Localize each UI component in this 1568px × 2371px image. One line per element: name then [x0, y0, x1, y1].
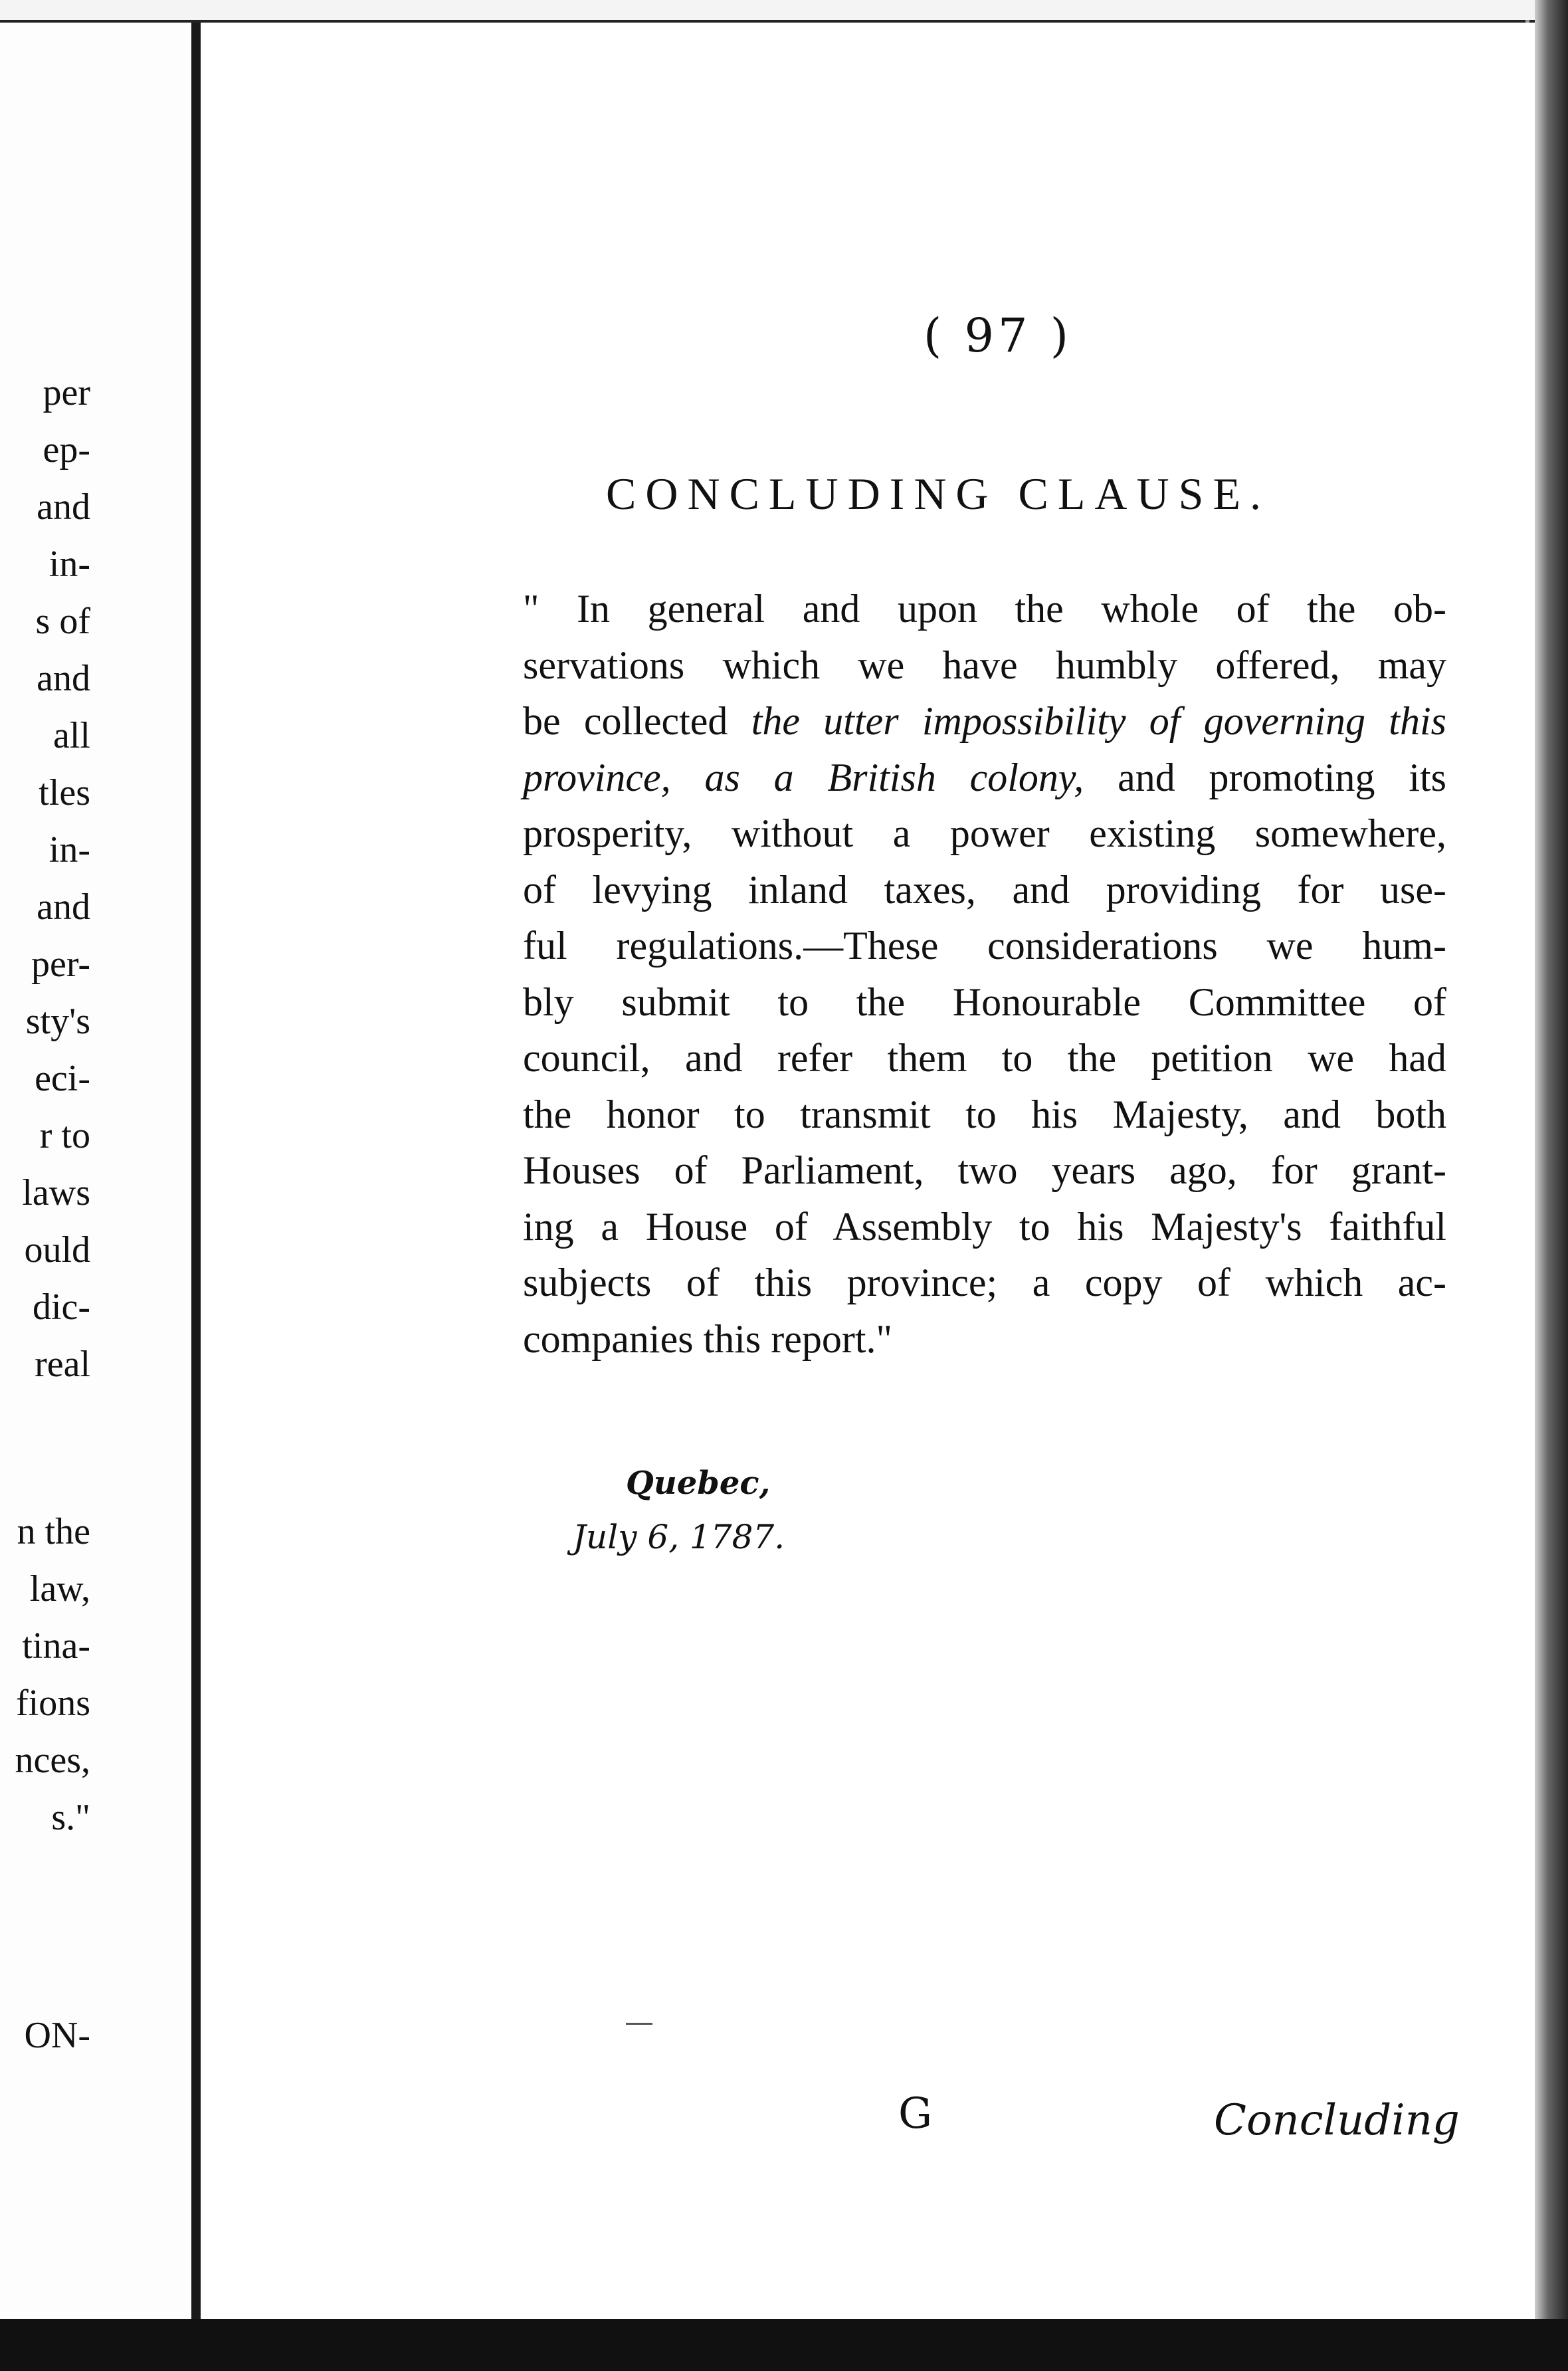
previous-page-line: s of [35, 601, 90, 642]
previous-page-line: and [37, 886, 90, 928]
previous-page-line: in- [49, 829, 90, 871]
date-of-signing: July 6, 1787. [573, 1518, 785, 1556]
concluding-clause-paragraph [523, 581, 1446, 1367]
previous-page-line: tles [39, 772, 90, 813]
previous-page-line: per- [31, 944, 90, 985]
section-heading: CONCLUDING CLAUSE. [606, 468, 1270, 519]
previous-page-edge [0, 0, 190, 2319]
previous-page-line: ep- [43, 429, 90, 470]
scan-bottom-edge [0, 2319, 1568, 2371]
paragraph-line: ful regulations.—These considerations we hum- [523, 924, 1446, 968]
signature-mark: G [898, 2089, 933, 2138]
paragraph-line: be collected the utter impossibility of governing this [523, 699, 1446, 743]
previous-page-line: and [37, 658, 90, 699]
page-number: ( 97 ) [923, 308, 1073, 363]
previous-page-line: ON- [24, 2015, 90, 2056]
previous-page-line: fions [16, 1683, 90, 1724]
previous-page-line: ould [24, 1229, 90, 1271]
previous-page-line: nces, [15, 1740, 90, 1781]
previous-page-line: s." [51, 1797, 90, 1838]
paragraph-line: ing a House of Assembly to his Majesty's faithful [523, 1204, 1446, 1249]
paragraph-line: prosperity, without a power existing somewhere, [523, 811, 1446, 855]
previous-page-line: per [43, 372, 90, 413]
previous-page-line: n the [17, 1511, 90, 1552]
italic-phrase: province, as a British colony, [523, 755, 1084, 799]
paragraph-line: servations which we have humbly offered, may [523, 643, 1446, 687]
paragraph-line: companies this report." [523, 1316, 893, 1361]
previous-page-line: in- [49, 544, 90, 585]
italic-phrase: the utter impossibility of governing this [751, 699, 1446, 743]
book-gutter [191, 0, 201, 2326]
paragraph-line: of levying inland taxes, and providing for use- [523, 867, 1446, 912]
catchword: Concluding [1214, 2096, 1460, 2145]
paragraph-line: council, and refer them to the petition we had [523, 1036, 1446, 1080]
previous-page-line: and [37, 486, 90, 528]
previous-page-line: sty's [25, 1001, 90, 1042]
scan-right-edge [1535, 0, 1568, 2326]
previous-page-line: r to [39, 1115, 90, 1156]
previous-page-fragment-2 [0, 1503, 190, 1846]
short-rule [626, 2023, 652, 2025]
paragraph-line: the honor to transmit to his Majesty, and both [523, 1092, 1446, 1136]
paragraph-line: " In general and upon the whole of the ob- [523, 587, 1446, 631]
previous-page-line: real [35, 1344, 90, 1385]
previous-page-fragment-3 [0, 2007, 190, 2064]
paragraph-line: province, as a British colony, and promoting its [523, 755, 1447, 799]
paragraph-line: bly submit to the Honourable Committee of [523, 979, 1446, 1024]
previous-page-line: tina- [22, 1625, 90, 1667]
previous-page-line: laws [22, 1172, 90, 1213]
book-page [201, 23, 1535, 2319]
place-of-signing: Quebec, [626, 1465, 771, 1502]
previous-page-fragment-1 [0, 364, 190, 1393]
scan-top-edge [0, 0, 1568, 23]
previous-page-line: all [53, 715, 90, 756]
paragraph-line: Houses of Parliament, two years ago, for grant- [523, 1148, 1446, 1192]
previous-page-line: law, [29, 1568, 90, 1609]
previous-page-line: dic- [32, 1287, 90, 1328]
paragraph-line: subjects of this province; a copy of which ac- [523, 1261, 1446, 1304]
previous-page-line: eci- [35, 1058, 90, 1099]
